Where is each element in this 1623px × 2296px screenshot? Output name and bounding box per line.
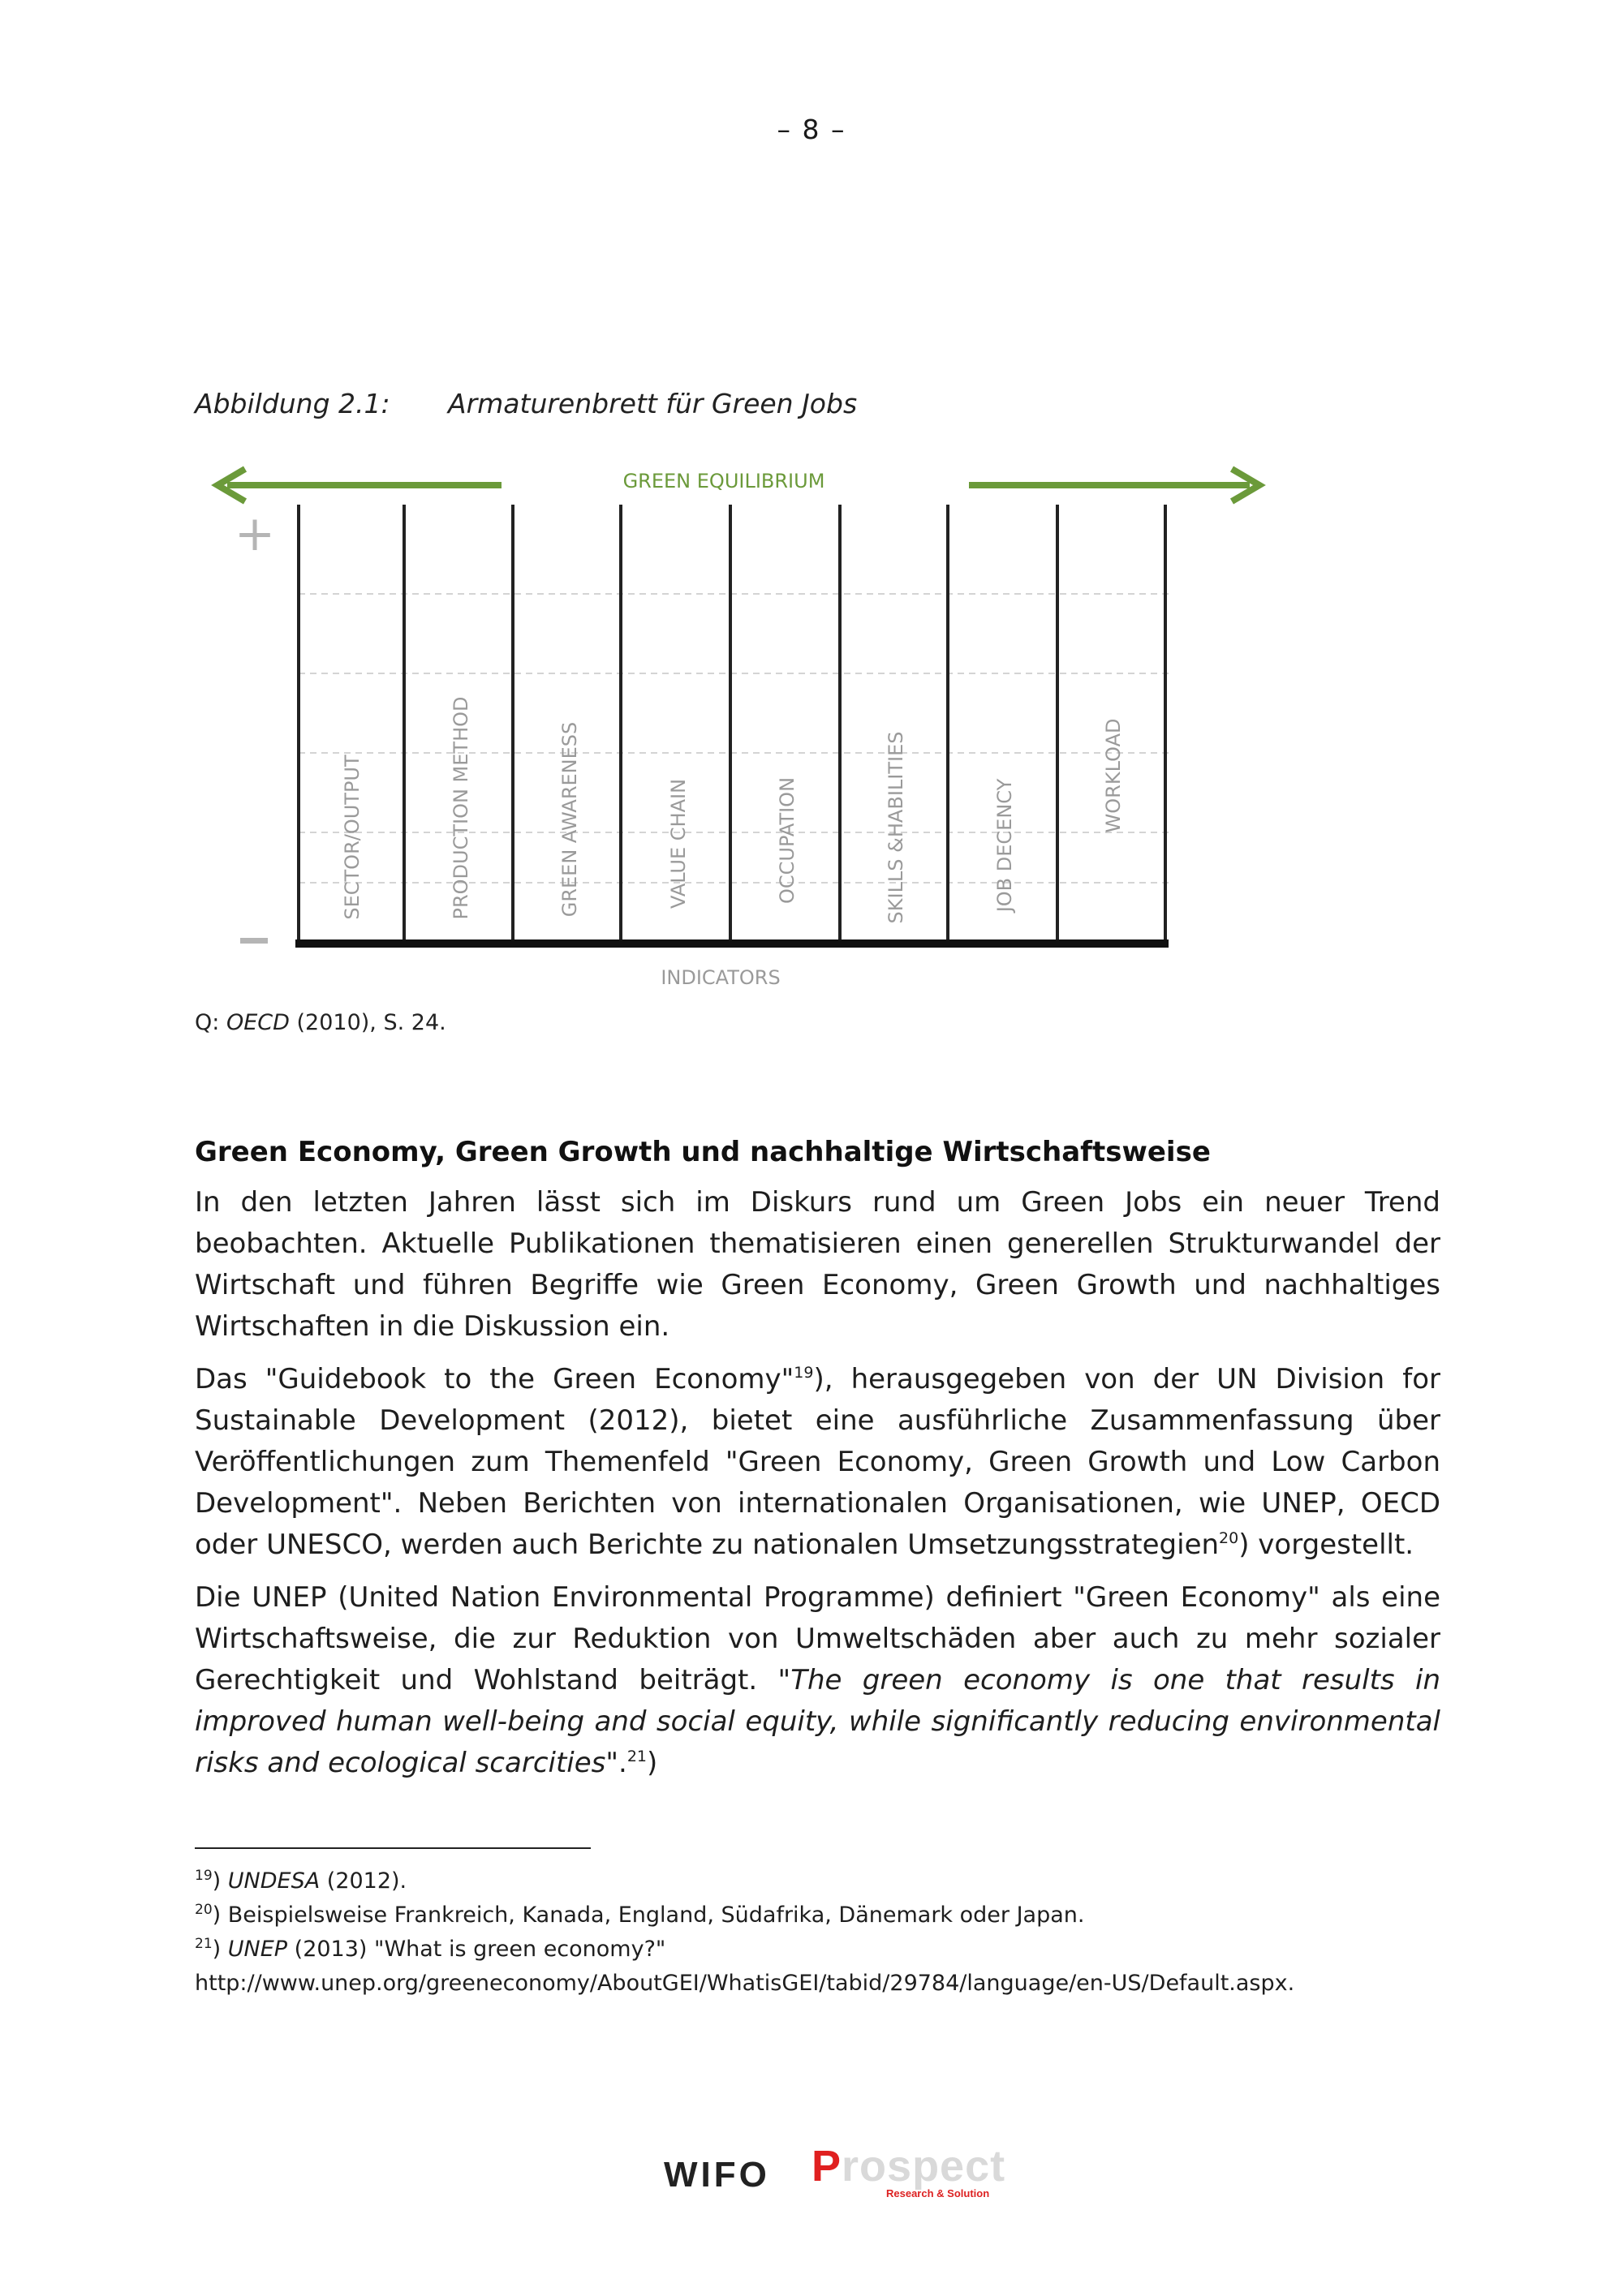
- indicator-skills-habilities: SKILLS &HABILITIES: [885, 731, 907, 924]
- indicator-sector-output: SECTOR/OUTPUT: [341, 755, 364, 920]
- unep-quote: The green economy is one that results in improved human well-being and social equity, while significantly reducing environmental risks and ecological scarcities: [195, 1664, 1440, 1779]
- footnote-ref-19[interactable]: 19: [794, 1364, 814, 1382]
- footnote-20: $^{20}$) Beispielsweise Frankreich, Kanada, England, Südafrika, Dänemark oder Japan.: [195, 1902, 1085, 1928]
- indicator-green-awareness: GREEN AWARENESS: [558, 721, 581, 918]
- paragraph-3: Die UNEP (United Nation Environmental Programme) definiert "Green Economy" als eine Wirtschaftsweise, die zur Reduktion von Umweltschäden aber auch zu mehr sozialer Gerechtigkeit und Wohlstand beiträgt. "The green economy is one that results in improved human well-being and social equity, while significantly reducing environmental risks and ecological scarcities".$^{21}$): [195, 1581, 1440, 1779]
- footnote-19: $^{19}$) UNDESA (2012).: [195, 1868, 407, 1894]
- indicator-value-chain: VALUE CHAIN: [667, 778, 690, 909]
- column-dividers: [299, 505, 1165, 941]
- footnote-21-url[interactable]: http://www.unep.org/greeneconomy/AboutGEI/WhatisGEI/tabid/29784/language/en-US/Default.aspx.: [195, 1971, 1295, 1996]
- left-arrow-icon: [217, 469, 502, 501]
- section-green-economy: [195, 1132, 1440, 1795]
- paragraph-1: In den letzten Jahren lässt sich im Diskurs rund um Green Jobs ein neuer Trend beobachten. Aktuelle Publikationen thematisieren einen generellen Strukturwandel der Wirtschaft und führen Begriffe wie Green Economy, Green Growth und nachhaltiges Wirtschaften in die Diskussion ein.: [195, 1186, 1440, 1343]
- right-arrow-icon: [969, 469, 1259, 501]
- figure-source: [195, 1010, 446, 1035]
- footer-logos: [0, 2142, 1623, 2215]
- figure-title: Armaturenbrett für Green Jobs: [448, 388, 858, 419]
- plus-label: +: [234, 505, 276, 562]
- footnote-ref-21[interactable]: 21: [626, 1748, 648, 1765]
- minus-label-icon: [240, 938, 268, 944]
- baseline-bar: [295, 939, 1169, 948]
- source-author: OECD: [226, 1010, 290, 1035]
- green-jobs-dashboard-figure: [195, 454, 1298, 998]
- source-rest: (2010), S. 24.: [296, 1010, 446, 1035]
- section-heading: Green Economy, Green Growth und nachhaltige Wirtschaftsweise: [195, 1136, 1211, 1168]
- figure-label: Abbildung 2.1:: [195, 388, 390, 419]
- indicator-occupation: OCCUPATION: [776, 776, 799, 905]
- wifo-logo: WIFO: [664, 2155, 770, 2195]
- indicator-production-method: PRODUCTION METHOD: [450, 696, 472, 920]
- indicator-workload: WORKLOAD: [1102, 718, 1125, 833]
- paragraph-2: Das "Guidebook to the Green Economy"$^{19}$), herausgegeben von der UN Division for Sustainable Development (2012), bietet eine ausführliche Zusammenfassung über Veröffentlichungen zum Themenfeld "Green Economy, Green Growth und Low Carbon Development". Neben Berichten von internationalen Organisationen, wie UNEP, OECD oder UNESCO, werden auch Berichte zu nationalen Umsetzungsstrategien$^{20}$) vorgestellt.: [195, 1363, 1440, 1561]
- footnotes: [195, 1864, 1444, 2001]
- source-prefix: Q:: [195, 1010, 220, 1035]
- prospect-logo: Prospect Research & Solution: [812, 2142, 1006, 2199]
- footnote-separator: [195, 1847, 591, 1849]
- page-number: – 8 –: [777, 114, 846, 145]
- indicator-job-decency: JOB DECENCY: [993, 778, 1016, 913]
- figure-caption: [195, 388, 857, 419]
- green-equilibrium-label: GREEN EQUILIBRIUM: [622, 470, 825, 492]
- indicators-label: INDICATORS: [661, 966, 781, 989]
- footnote-21: $^{21}$) UNEP (2013) "What is green economy?": [195, 1936, 666, 1962]
- footnote-ref-20[interactable]: 20: [1219, 1529, 1239, 1547]
- gridlines: [299, 594, 1169, 883]
